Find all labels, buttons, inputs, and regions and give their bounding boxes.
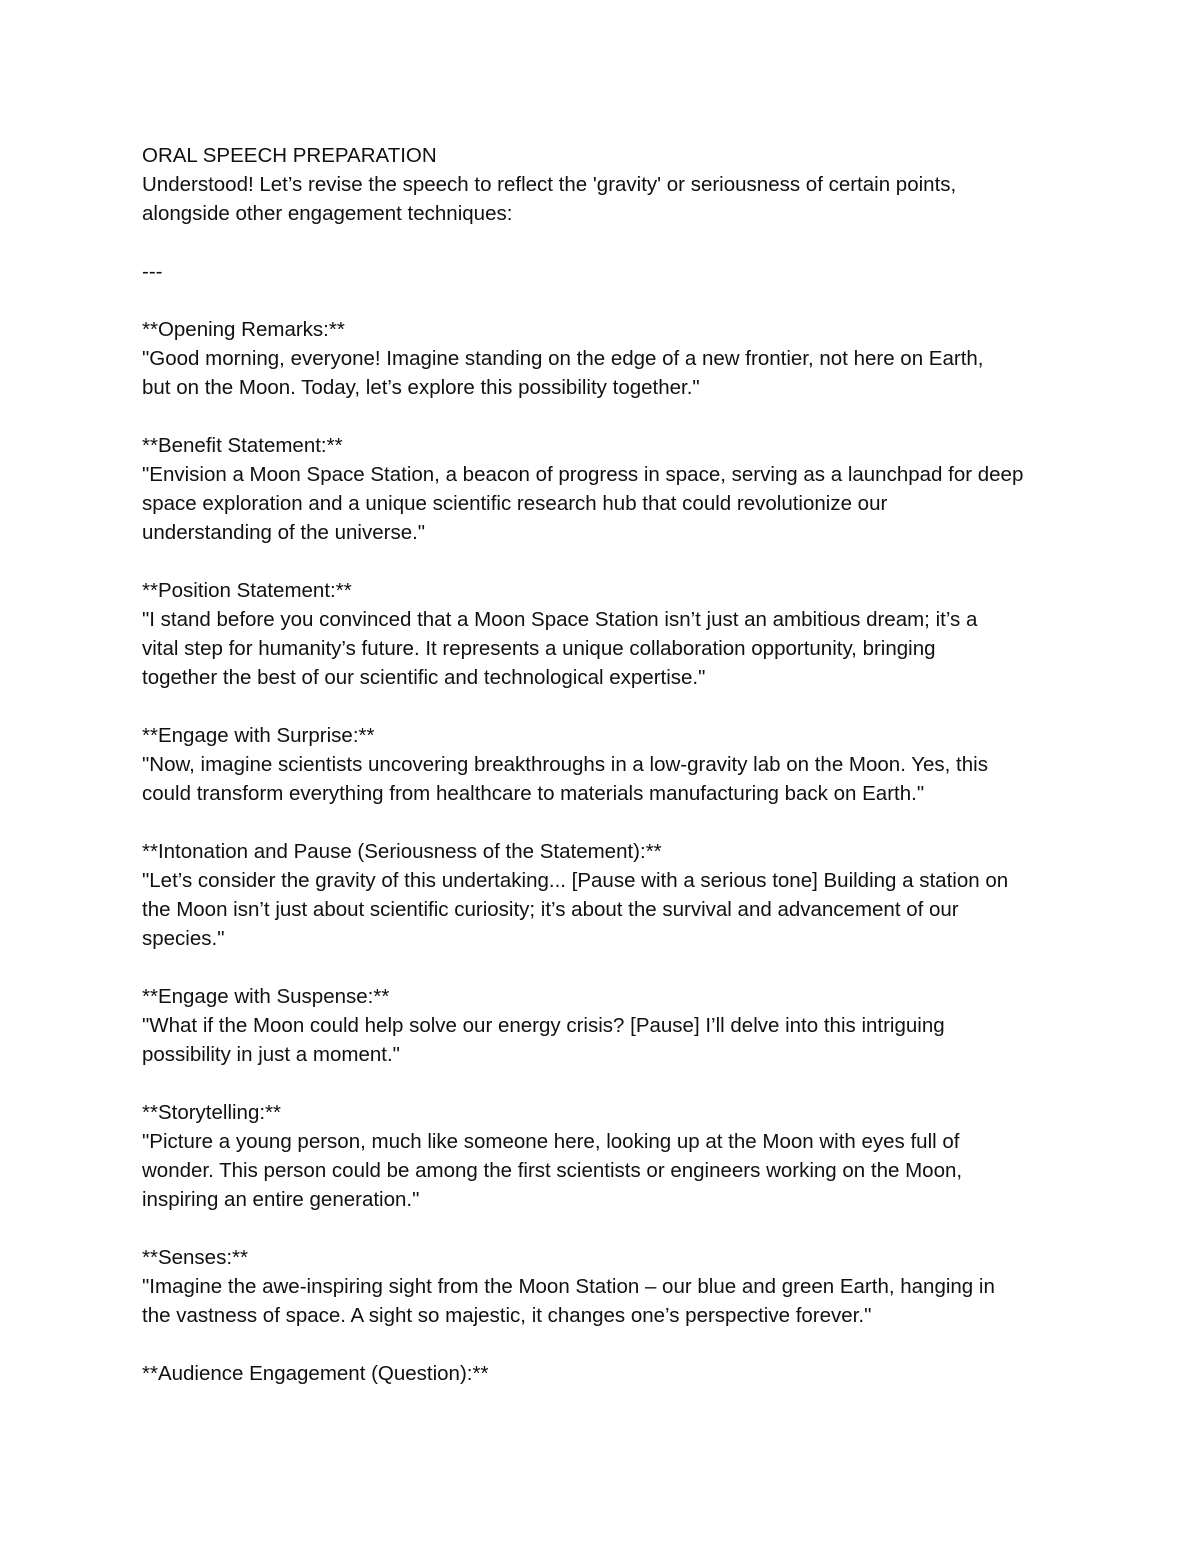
- section-text-line: space exploration and a unique scientific research hub that could revolutionize our: [142, 492, 888, 515]
- document-title: ORAL SPEECH PREPARATION: [142, 144, 437, 167]
- intro-line: Understood! Let’s revise the speech to reflect the 'gravity' or seriousness of certain points,: [142, 173, 957, 196]
- section-text-line: "Envision a Moon Space Station, a beacon of progress in space, serving as a launchpad for deep: [142, 463, 1024, 486]
- section-text-line: the Moon isn’t just about scientific curiosity; it’s about the survival and advancement of our: [142, 898, 959, 921]
- speech-sections: [142, 315, 1072, 1388]
- section-heading: **Audience Engagement (Question):**: [142, 1362, 489, 1385]
- section-text-line: the vastness of space. A sight so majestic, it changes one’s perspective forever.": [142, 1304, 872, 1327]
- section-text-line: "Now, imagine scientists uncovering breakthroughs in a low-gravity lab on the Moon. Yes, this: [142, 753, 988, 776]
- speech-section: [142, 1098, 1072, 1214]
- section-heading: **Senses:**: [142, 1246, 248, 1269]
- speech-section: [142, 721, 1072, 808]
- section-text-line: vital step for humanity’s future. It represents a unique collaboration opportunity, bringing: [142, 637, 936, 660]
- speech-section: [142, 982, 1072, 1069]
- speech-section: [142, 1359, 1072, 1388]
- blank-line: [142, 286, 1072, 315]
- section-text-line: "Good morning, everyone! Imagine standing on the edge of a new frontier, not here on Earth,: [142, 347, 984, 370]
- blank-line: [142, 228, 1072, 257]
- section-text-line: wonder. This person could be among the first scientists or engineers working on the Moon,: [142, 1159, 963, 1182]
- speech-section: [142, 1243, 1072, 1330]
- section-text-line: possibility in just a moment.": [142, 1043, 400, 1066]
- speech-section: [142, 431, 1072, 547]
- section-text-line: understanding of the universe.": [142, 521, 426, 544]
- section-heading: **Intonation and Pause (Seriousness of the Statement):**: [142, 840, 662, 863]
- section-heading: **Opening Remarks:**: [142, 318, 345, 341]
- section-heading: **Benefit Statement:**: [142, 434, 343, 457]
- section-text-line: "I stand before you convinced that a Moon Space Station isn’t just an ambitious dream; it’s a: [142, 608, 978, 631]
- section-text-line: together the best of our scientific and technological expertise.": [142, 666, 706, 689]
- section-text-line: "What if the Moon could help solve our energy crisis? [Pause] I’ll delve into this intriguing: [142, 1014, 945, 1037]
- speech-section: [142, 837, 1072, 953]
- speech-section: [142, 315, 1072, 402]
- section-heading: **Storytelling:**: [142, 1101, 282, 1124]
- section-text-line: "Imagine the awe-inspiring sight from the Moon Station – our blue and green Earth, hanging in: [142, 1275, 995, 1298]
- section-text-line: inspiring an entire generation.": [142, 1188, 420, 1211]
- section-heading: **Position Statement:**: [142, 579, 352, 602]
- speech-section: [142, 576, 1072, 692]
- section-heading: **Engage with Surprise:**: [142, 724, 375, 747]
- section-text-line: but on the Moon. Today, let’s explore this possibility together.": [142, 376, 700, 399]
- section-heading: **Engage with Suspense:**: [142, 985, 390, 1008]
- separator: ---: [142, 260, 163, 283]
- intro-line: alongside other engagement techniques:: [142, 202, 513, 225]
- document-page: [142, 141, 1072, 1388]
- section-text-line: species.": [142, 927, 225, 950]
- section-text-line: could transform everything from healthcare to materials manufacturing back on Earth.": [142, 782, 925, 805]
- section-text-line: "Let’s consider the gravity of this undertaking... [Pause with a serious tone] Building a station on: [142, 869, 1009, 892]
- section-text-line: "Picture a young person, much like someone here, looking up at the Moon with eyes full of: [142, 1130, 960, 1153]
